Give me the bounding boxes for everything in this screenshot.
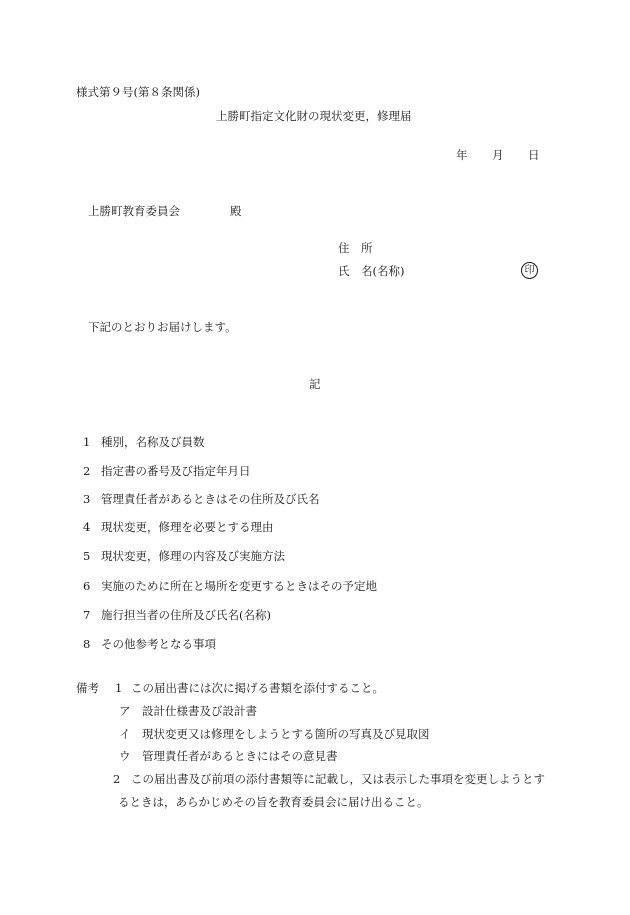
name-label: 氏 名(名称) [338, 264, 405, 278]
ki-heading: 記 [309, 377, 321, 391]
addressee-name: 上勝町教育委員会 [88, 204, 180, 218]
intro-text: 下記のとおりお届けします。 [88, 320, 237, 334]
item-text: 種別，名称及び員数 [101, 435, 205, 449]
date-month-label: 月 [492, 148, 504, 162]
item-text: その他参考となる事項 [101, 637, 216, 651]
seal-mark: 印 [521, 262, 538, 279]
item-text: 現状変更，修理の内容及び実施方法 [101, 549, 285, 563]
item-text: 現状変更，修理を必要とする理由 [101, 520, 274, 534]
sub-item-mark: ウ [119, 749, 131, 763]
item-text: 管理責任者があるときはその住所及び氏名 [101, 492, 320, 506]
item-text: 実施のために所在と場所を変更するときはその予定地 [101, 579, 377, 593]
note-text-line1: この届出書及び前項の添付書類等に記載し，又は表示した事項を変更しようとす [131, 772, 545, 786]
item-number: 1 [83, 435, 91, 449]
notes-label: 備考 [76, 681, 99, 695]
item-text: 施行担当者の住所及び氏名(名称) [101, 608, 271, 622]
note-text: この届出書には次に掲げる書類を添付すること。 [131, 681, 384, 695]
item-number: 3 [83, 492, 91, 506]
item-number: 7 [83, 608, 91, 622]
sub-item-text: 現状変更又は修理をしようとする箇所の写真及び見取図 [142, 727, 430, 741]
item-number: 5 [83, 549, 91, 563]
sub-item-text: 管理責任者があるときにはその意見書 [142, 749, 338, 763]
sub-item-text: 設計仕様書及び設計書 [142, 704, 257, 718]
address-label: 住 所 [338, 241, 373, 255]
item-text: 指定書の番号及び指定年月日 [101, 464, 251, 478]
sub-item-mark: イ [119, 727, 131, 741]
sub-item-mark: ア [119, 704, 131, 718]
document-title: 上勝町指定文化財の現状変更，修理届 [216, 109, 412, 123]
note-number: 1 [115, 681, 123, 695]
item-number: 2 [83, 464, 91, 478]
item-number: 6 [83, 579, 91, 593]
form-number: 様式第９号(第８条関係) [76, 85, 200, 99]
note-number: 2 [113, 772, 121, 786]
addressee-honorific: 殿 [230, 204, 242, 218]
date-year-label: 年 [456, 148, 468, 162]
item-number: 8 [83, 637, 91, 651]
date-day-label: 日 [528, 148, 540, 162]
item-number: 4 [83, 520, 91, 534]
note-text-line2: るときは，あらかじめその旨を教育委員会に届け出ること。 [118, 795, 429, 809]
